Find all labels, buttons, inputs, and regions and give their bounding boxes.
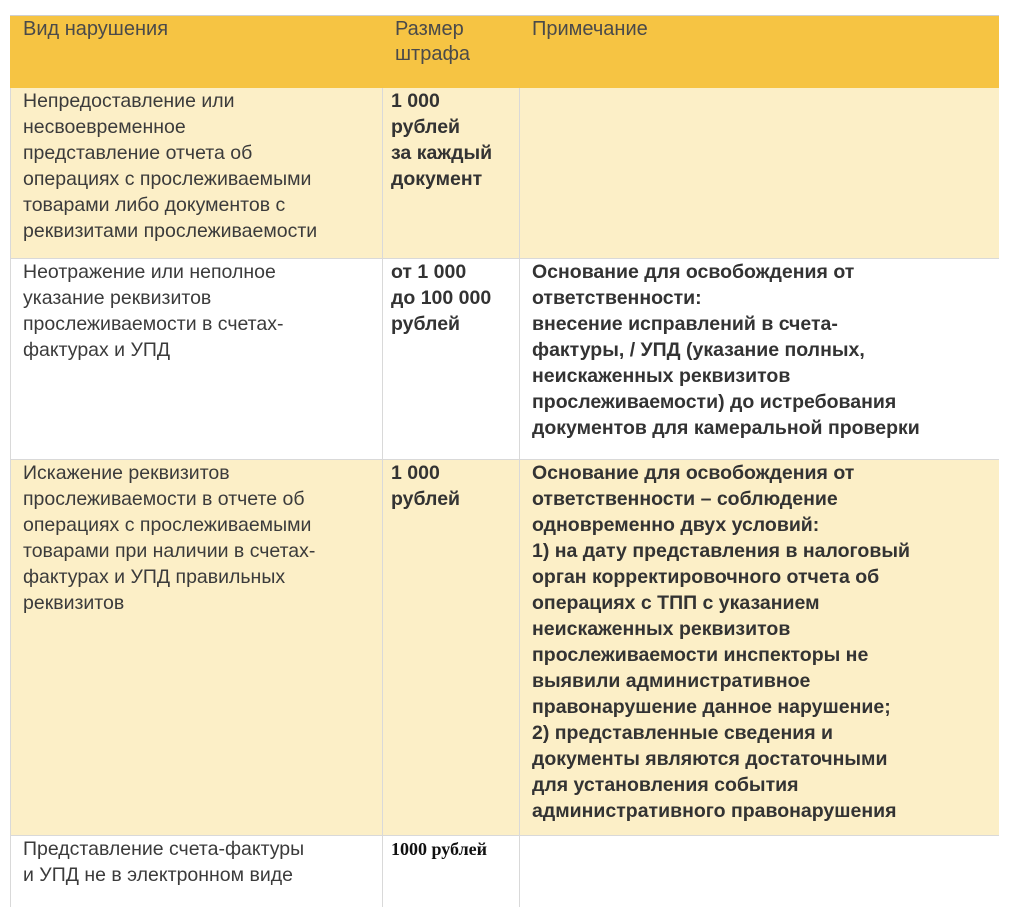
header-note xyxy=(520,17,1000,88)
violation-text-line: прослеживаемости в отчете об xyxy=(23,488,305,510)
note-text-line: одновременно двух условий: xyxy=(532,514,820,536)
fine-cell xyxy=(383,259,520,460)
violation-text-line: фактурах и УПД xyxy=(23,339,171,361)
note-text-line: административного правонарушения xyxy=(532,800,897,822)
table-body xyxy=(11,88,1000,907)
note-text-line: прослеживаемости инспекторы не xyxy=(532,644,869,666)
header-fine-amount-line: Размер xyxy=(395,18,464,40)
note-text-line: неискаженных реквизитов xyxy=(532,618,791,640)
violation-cell xyxy=(11,836,383,907)
note-cell xyxy=(520,259,1000,460)
table-row xyxy=(11,259,1000,460)
fine-text-line: до 100 000 xyxy=(391,287,492,309)
header-violation-type xyxy=(11,17,383,88)
violation-text-line: и УПД не в электронном виде xyxy=(23,864,293,886)
violation-text-line: Неотражение или неполное xyxy=(23,261,276,283)
header-note-label: Примечание xyxy=(532,18,648,40)
violation-text-line: несвоевременное xyxy=(23,116,186,138)
fines-table-container xyxy=(10,16,999,907)
top-bar xyxy=(0,0,1013,16)
note-text-line: Основание для освобождения от xyxy=(532,462,855,484)
header-fine-amount-line: штрафа xyxy=(395,43,471,65)
fine-cell xyxy=(383,88,520,259)
header-violation-type-label: Вид нарушения xyxy=(23,18,169,40)
fine-cell xyxy=(383,836,520,907)
note-text-line: для установления события xyxy=(532,774,799,796)
note-text-line: ответственности – соблюдение xyxy=(532,488,838,510)
note-cell xyxy=(520,836,1000,907)
violation-text-line: указание реквизитов xyxy=(23,287,212,309)
fine-text-line: рублей xyxy=(391,313,461,335)
note-text-line: 2) представленные сведения и xyxy=(532,722,834,744)
fine-text-line: за каждый xyxy=(391,142,493,164)
violation-text-line: реквизитами прослеживаемости xyxy=(23,220,318,242)
violation-text-line: операциях с прослеживаемыми xyxy=(23,514,312,536)
violation-cell xyxy=(11,259,383,460)
violation-text-line: Непредоставление или xyxy=(23,90,235,112)
violation-text-line: товарами либо документов с xyxy=(23,194,286,216)
violation-text-line: представление отчета об xyxy=(23,142,253,164)
violation-text-line: Представление счета-фактуры xyxy=(23,838,305,860)
note-text-line: операциях с ТПП с указанием xyxy=(532,592,820,614)
violation-text-line: операциях с прослеживаемыми xyxy=(23,168,312,190)
fine-text-line: рублей xyxy=(391,488,461,510)
note-cell xyxy=(520,88,1000,259)
header-fine-amount xyxy=(383,17,520,88)
fines-table xyxy=(10,16,999,907)
fine-text-line: 1 000 xyxy=(391,90,440,112)
note-text-line: 1) на дату представления в налоговый xyxy=(532,540,910,562)
violation-cell xyxy=(11,88,383,259)
table-header xyxy=(11,17,1000,88)
note-text-line: выявили административное xyxy=(532,670,811,692)
note-cell xyxy=(520,460,1000,836)
violation-text-line: прослеживаемости в счетах- xyxy=(23,313,284,335)
violation-text-line: реквизитов xyxy=(23,592,125,614)
fine-text-line: 1000 рублей xyxy=(391,839,488,859)
violation-text-line: товарами при наличии в счетах- xyxy=(23,540,316,562)
fine-text-line: документ xyxy=(391,168,483,190)
violation-text-line: фактурах и УПД правильных xyxy=(23,566,286,588)
note-text-line: прослеживаемости) до истребования xyxy=(532,391,897,413)
fine-cell xyxy=(383,460,520,836)
note-text-line: ответственности: xyxy=(532,287,702,309)
note-text-line: внесение исправлений в счета- xyxy=(532,313,838,335)
fine-text-line: рублей xyxy=(391,116,461,138)
violation-cell xyxy=(11,460,383,836)
table-row xyxy=(11,460,1000,836)
violation-text-line: Искажение реквизитов xyxy=(23,462,230,484)
note-text-line: документов для камеральной проверки xyxy=(532,417,920,439)
note-text-line: документы являются достаточными xyxy=(532,748,888,770)
note-text-line: орган корректировочного отчета об xyxy=(532,566,880,588)
note-text-line: неискаженных реквизитов xyxy=(532,365,791,387)
table-row xyxy=(11,88,1000,259)
note-text-line: правонарушение данное нарушение; xyxy=(532,696,891,718)
note-text-line: Основание для освобождения от xyxy=(532,261,855,283)
fine-text-line: от 1 000 xyxy=(391,261,467,283)
note-text-line: фактуры, / УПД (указание полных, xyxy=(532,339,865,361)
header-row xyxy=(11,17,1000,88)
fine-text-line: 1 000 xyxy=(391,462,440,484)
table-row xyxy=(11,836,1000,907)
